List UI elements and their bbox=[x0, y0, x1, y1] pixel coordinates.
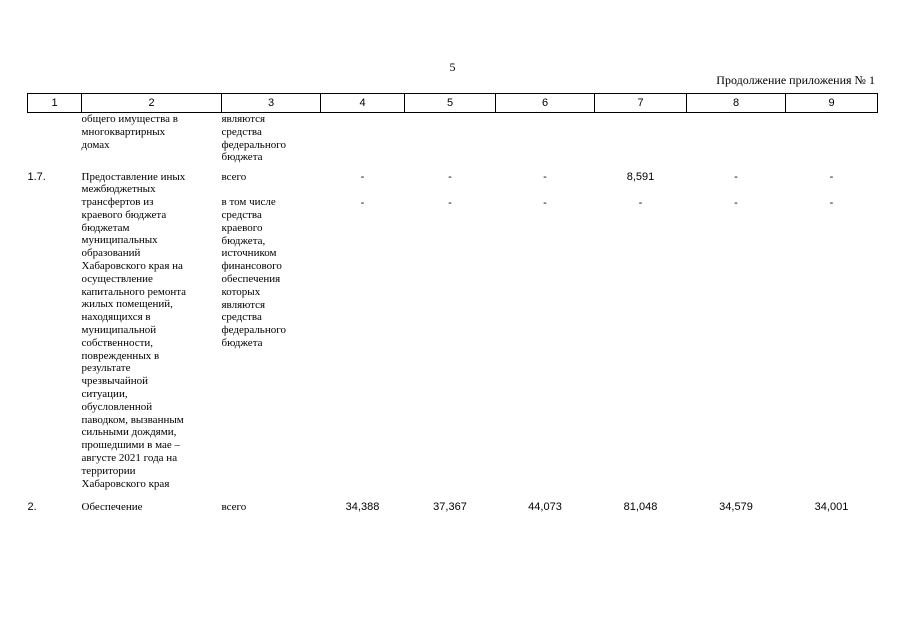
column-header: 4 bbox=[321, 94, 405, 113]
page-number: 5 bbox=[449, 60, 456, 74]
value-cell: - bbox=[829, 170, 834, 183]
row-name bbox=[82, 167, 222, 497]
row-name bbox=[82, 113, 222, 167]
value-cell: - bbox=[543, 170, 547, 183]
column-header: 9 bbox=[786, 94, 878, 113]
row-source bbox=[222, 167, 321, 497]
value-cell: 34,001 bbox=[814, 500, 849, 513]
budget-table bbox=[27, 93, 878, 517]
value-cell: - bbox=[638, 196, 643, 209]
table-row bbox=[28, 113, 878, 167]
column-header: 7 bbox=[595, 94, 687, 113]
value-cell: 8,591 bbox=[626, 170, 655, 183]
value-cell: - bbox=[829, 196, 834, 209]
value-cell: 34,388 bbox=[345, 500, 380, 513]
table-row bbox=[28, 497, 878, 517]
value-cell: - bbox=[360, 170, 365, 183]
row-number: 1.7. bbox=[27, 170, 46, 183]
column-header: 6 bbox=[496, 94, 595, 113]
value-cell: - bbox=[360, 196, 365, 209]
value-cell: - bbox=[543, 196, 547, 209]
table-header-row bbox=[28, 94, 878, 113]
row-source bbox=[222, 113, 321, 167]
value-cell: - bbox=[734, 170, 738, 183]
value-cell: 34,579 bbox=[719, 500, 753, 513]
table-row bbox=[28, 167, 878, 497]
row-number: 2. bbox=[27, 500, 37, 513]
value-cell: 37,367 bbox=[433, 500, 467, 513]
value-cell: - bbox=[448, 196, 452, 209]
value-cell: 44,073 bbox=[528, 500, 562, 513]
row-name bbox=[82, 497, 222, 517]
row-number bbox=[28, 113, 82, 167]
row-name-text: Предоставление иных межбюджетных трансфертов из краевого бюджета бюджетам муниципальных образований Хабаровского края на осуществление капитального ремонта жилых помещений, находящихся в муниципальной собственности, поврежденных в результате чрезвычайной ситуации, обусловленной паводком, вызванным сильными дождями, прошедшими в мае – августе 2021 года на территории Хабаровского края bbox=[81, 170, 187, 490]
column-header: 5 bbox=[405, 94, 496, 113]
row-source bbox=[222, 497, 321, 517]
row-name-text: Обеспечение bbox=[81, 500, 143, 513]
value-cell: - bbox=[734, 196, 738, 209]
column-header: 2 bbox=[82, 94, 222, 113]
row-name-text: общего имущества в многоквартирных домах bbox=[81, 113, 178, 151]
column-header: 1 bbox=[28, 94, 82, 113]
source-text: всего bbox=[221, 500, 247, 513]
value-cell: 81,048 bbox=[623, 500, 658, 513]
column-header: 8 bbox=[687, 94, 786, 113]
appendix-continuation-note: Продолжение приложения № 1 bbox=[716, 73, 875, 87]
column-header: 3 bbox=[222, 94, 321, 113]
source-text: всего bbox=[221, 170, 247, 183]
source-text: в том числе средства краевого бюджета, источником финансового обеспечения которых являются средства федерального бюджета bbox=[221, 196, 286, 350]
source-text: являются средства федерального бюджета bbox=[221, 113, 286, 164]
value-cell: - bbox=[448, 170, 452, 183]
